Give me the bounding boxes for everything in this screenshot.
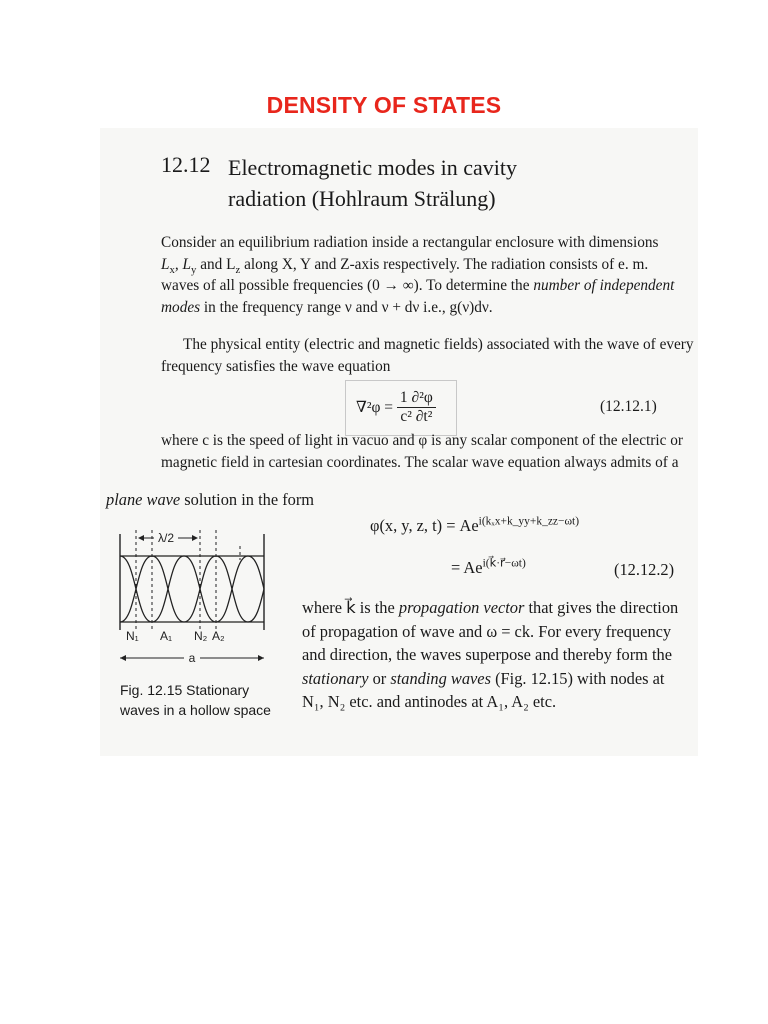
- wave-curve-2: [120, 556, 264, 622]
- paragraph-1-line-3: [161, 275, 674, 297]
- dim-ly-sub: y: [191, 263, 197, 276]
- paragraph-4-line-2: of propagation of wave and ω = ck. For every frequency: [302, 621, 672, 641]
- paragraph-3-line-2: magnetic field in cartesian coordinates. The scalar wave equation always admits of a: [161, 453, 679, 471]
- length-arrowhead-right: [258, 655, 264, 661]
- section-number: 12.12: [161, 152, 211, 177]
- equation-2-line-1: [370, 516, 579, 536]
- paragraph-1-line-2: [161, 254, 674, 276]
- paragraph-4-line-1: [302, 596, 678, 620]
- standing-wave-figure: [112, 526, 272, 668]
- half-wavelength-label: λ/2: [157, 531, 175, 545]
- dim-lz: and L: [196, 255, 236, 273]
- paragraph-3-line-1: where c is the speed of light in vacuo and φ is any scalar component of the electric or: [161, 432, 683, 449]
- figure-caption: [120, 680, 271, 720]
- p1-l3-text: waves of all possible frequencies (0 → ∞). To determine the: [161, 277, 534, 295]
- p1-l4-text: in the frequency range ν and ν + dν i.e., g(ν)dν.: [200, 298, 493, 316]
- equation-2-line-2-exponent: i(k⃗·r⃗−ωt): [482, 557, 526, 570]
- equation-1-lhs: ∇²φ =: [356, 399, 394, 416]
- half-wave-arrowhead-right: [192, 535, 198, 541]
- equation-2-line-2: [451, 558, 526, 578]
- length-arrowhead-left: [120, 655, 126, 661]
- p4-l4-a: stationary: [302, 668, 369, 688]
- figure-caption-line-2: waves in a hollow space: [120, 702, 271, 718]
- equation-2-number: (12.12.2): [614, 560, 675, 579]
- figure-caption-line-1: Fig. 12.15 Stationary: [120, 682, 250, 698]
- length-label: a: [188, 651, 196, 665]
- p1-l4-italic: modes: [161, 298, 201, 316]
- section-title-line-1: Electromagnetic modes in cavity: [228, 155, 517, 180]
- paragraph-1-line-1: Consider an equilibrium radiation inside a rectangular enclosure with dimensions: [161, 234, 659, 251]
- paragraph-4-line-5: N₁, N₂ etc. and antinodes at A₁, A₂ etc.: [302, 692, 557, 712]
- paragraph-3: [161, 430, 683, 473]
- half-wave-arrowhead-left: [138, 535, 144, 541]
- p4-l1-a: where k⃗ is the: [302, 598, 399, 617]
- node-label-n1: N₁: [126, 629, 139, 643]
- page-title: DENSITY OF STATES: [266, 92, 502, 118]
- equation-1-fraction: [397, 389, 436, 426]
- equation-2-line-2-main: = Ae: [451, 558, 483, 577]
- dim-lx: L: [161, 255, 170, 273]
- equation-2-line-1-exponent: i(kₓx+k_yy+k_zz−ωt): [478, 515, 580, 528]
- antinode-label-a2: A₂: [212, 629, 225, 643]
- section-title-line-2: radiation (Hohlraum Strälung): [228, 186, 496, 211]
- p4-l4-c: standing waves: [390, 668, 491, 688]
- paragraph-2-line-2: frequency satisfies the wave equation: [161, 357, 391, 375]
- plane-wave-line: [106, 490, 314, 510]
- p4-l1-b: propagation vector: [398, 598, 525, 617]
- paragraph-1-line-4: [161, 297, 674, 319]
- dim-lz-sub: z: [235, 263, 241, 276]
- equation-1-number: (12.12.1): [600, 398, 657, 415]
- paragraph-4: [302, 596, 678, 714]
- plane-wave-term: plane wave: [106, 490, 181, 509]
- equation-1-numerator: 1 ∂²φ: [397, 389, 436, 408]
- equation-1-denominator: c² ∂t²: [400, 408, 433, 425]
- paragraph-2: [161, 334, 694, 377]
- p4-l4-d: (Fig. 12.15) with nodes at: [490, 668, 665, 688]
- wave-curve-1: [120, 556, 264, 622]
- paragraph-4-line-4: [302, 667, 678, 691]
- equation-2-line-1-main: φ(x, y, z, t) = Ae: [370, 516, 479, 535]
- paragraph-1-line-2-rest: along X, Y and Z-axis respectively. The radiation consists of e. m.: [240, 255, 649, 273]
- node-label-n2: N₂: [194, 629, 208, 643]
- antinode-label-a1: A₁: [160, 629, 173, 643]
- paragraph-2-line-1: The physical entity (electric and magnetic fields) associated with the wave of every: [183, 336, 694, 353]
- p1-l3-italic: number of independent: [533, 277, 675, 295]
- plane-wave-rest: solution in the form: [180, 490, 315, 509]
- paragraph-1: [161, 232, 674, 318]
- section-title: [228, 152, 517, 214]
- paragraph-4-line-3: and direction, the waves superpose and thereby form the: [302, 645, 673, 665]
- equation-1: [356, 389, 436, 426]
- p4-l1-c: that gives the direction: [524, 598, 679, 617]
- dim-lx-sub: x: [169, 263, 175, 276]
- p4-l4-b: or: [368, 668, 391, 688]
- dim-ly: , L: [174, 255, 192, 273]
